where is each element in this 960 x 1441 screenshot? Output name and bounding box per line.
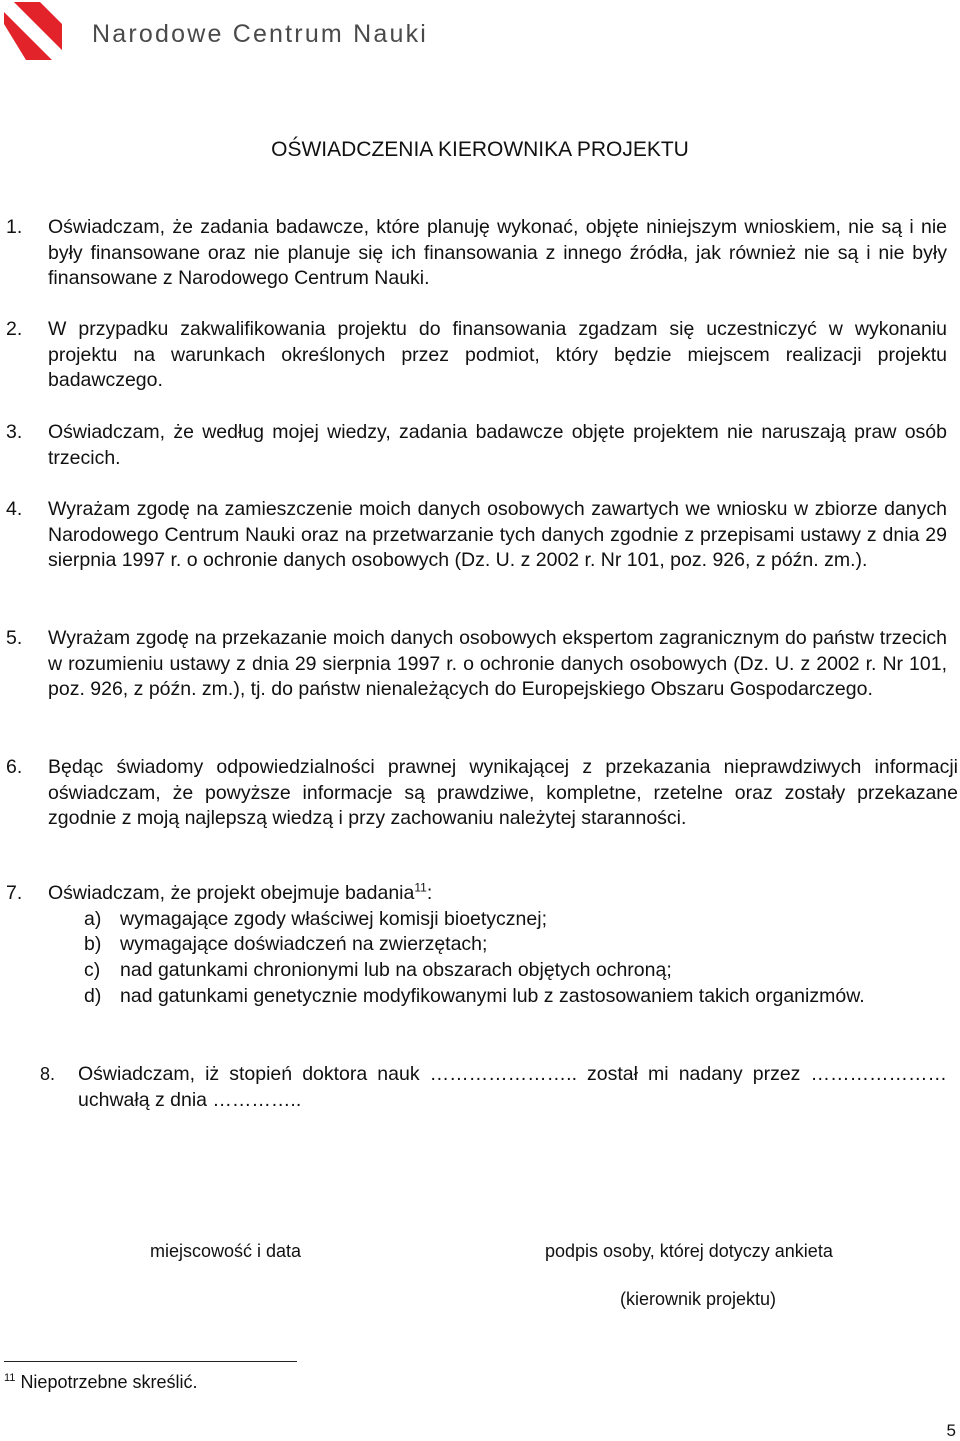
- org-name: Narodowe Centrum Nauki: [92, 20, 429, 48]
- statement-text: W przypadku zakwalifikowania projektu do finansowania zgadzam się uczestniczyć w wykonaniu projektu na warunkach określonych przez podmiot, który będzie miejscem realizacji projektu badawczego.: [48, 318, 947, 392]
- statement-text: Wyrażam zgodę na zamieszczenie moich danych osobowych zawartych we wniosku w zbiorze danych Narodowego Centrum Nauki oraz na przetwarzanie tych danych zgodnie z przepisami ustawy z dnia 29 sierpnia 1997 r. o ochronie danych osobowych (Dz. U. z 2002 r. Nr 101, poz. 926, z późn. zm.).: [48, 498, 947, 572]
- subitem-text: wymagające doświadczeń na zwierzętach;: [120, 933, 488, 955]
- statement-number: 4.: [6, 498, 23, 520]
- footnote: [4, 1372, 198, 1393]
- statement-text: Oświadczam, iż stopień doktora nauk ………………….. został mi nadany przez ………………… uchwałą z dnia …………..: [78, 1063, 947, 1111]
- subitem-letter: a): [84, 908, 102, 930]
- statement-number: 1.: [6, 216, 23, 238]
- subitem-text: nad gatunkami chronionymi lub na obszarach objętych ochroną;: [120, 959, 672, 981]
- statement-number: 5.: [6, 627, 23, 649]
- subitem-letter: c): [84, 959, 101, 981]
- role-label: (kierownik projektu): [620, 1289, 777, 1309]
- document-title: OŚWIADCZENIA KIEROWNIKA PROJEKTU: [271, 138, 689, 161]
- statement-number: 8.: [40, 1064, 56, 1084]
- statement-number: 2.: [6, 318, 23, 340]
- statement-text: Będąc świadomy odpowiedzialności prawnej wynikającej z przekazania nieprawdziwych informacji oświadczam, że powyższe informacje są prawdziwe, kompletne, rzetelne oraz zostały przekazane zgodnie z moją najlepszą wiedzą i przy zachowaniu należytej staranności.: [48, 756, 958, 830]
- statement-number: 7.: [6, 882, 23, 904]
- statement-text: Oświadczam, że projekt obejmuje badania: [48, 882, 415, 904]
- statement-text: Wyrażam zgodę na przekazanie moich danych osobowych ekspertom zagranicznym do państw trzecich w rozumieniu ustawy z dnia 29 sierpnia 1997 r. o ochronie danych osobowych (Dz. U. z 2002 r. Nr 101, poz. 926, z późn. zm.), tj. do państw nienależących do Europejskiego Obszaru Gospodarczego.: [48, 627, 947, 701]
- statement-text: Oświadczam, że według mojej wiedzy, zadania badawcze objęte projektem nie naruszają praw osób trzecich.: [48, 421, 947, 469]
- place-date-label: miejscowość i data: [150, 1241, 302, 1261]
- footnote-text: Niepotrzebne skreślić.: [20, 1372, 198, 1392]
- statement-text-wrap: [48, 881, 947, 907]
- statement-number: 6.: [6, 756, 23, 778]
- header: [4, 2, 564, 60]
- footnote-divider: [4, 1361, 297, 1362]
- subitem-letter: d): [84, 985, 102, 1007]
- subitem-text: wymagające zgody właściwej komisji bioetycznej;: [120, 908, 548, 930]
- statement-text: Oświadczam, że zadania badawcze, które planuję wykonać, objęte niniejszym wnioskiem, nie są i nie były finansowane oraz nie planuje się ich finansowania z innego źródła, jak również nie są i nie były finansowane z Narodowego Centrum Nauki.: [48, 216, 947, 290]
- statement-suffix: :: [426, 882, 433, 904]
- footnote-reference: 11: [414, 880, 427, 895]
- signer-label: podpis osoby, której dotyczy ankieta: [545, 1241, 833, 1261]
- footnote-marker: 11: [4, 1372, 16, 1384]
- ncn-logo-icon: [4, 2, 62, 60]
- subitem-text: nad gatunkami genetycznie modyfikowanymi lub z zastosowaniem takich organizmów.: [120, 985, 865, 1007]
- page-number: 5: [946, 1421, 956, 1440]
- subitem-letter: b): [84, 933, 102, 955]
- statement-number: 3.: [6, 421, 23, 443]
